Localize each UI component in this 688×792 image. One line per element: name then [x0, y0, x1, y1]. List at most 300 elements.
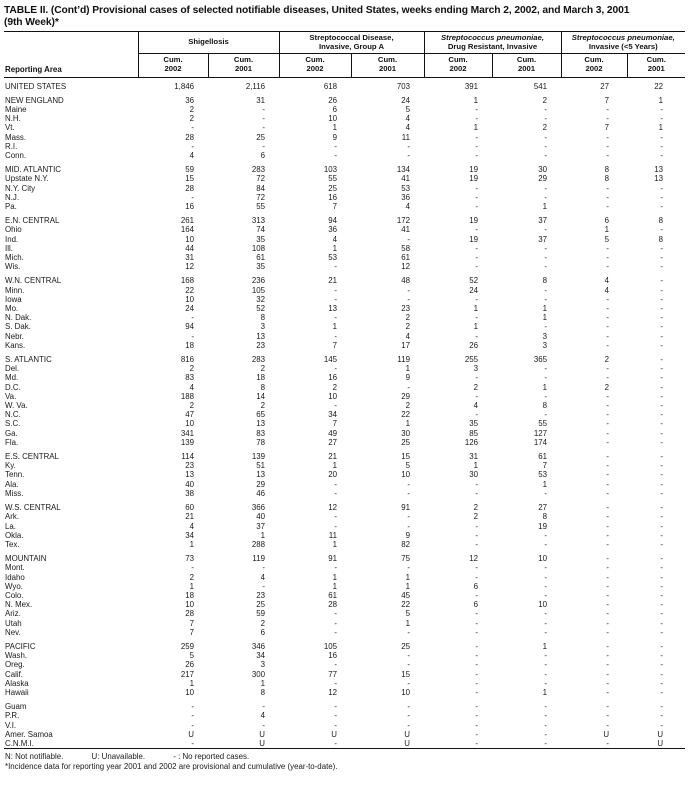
value-cell: -	[660, 114, 664, 124]
table-row	[4, 619, 685, 628]
value-cell: 5	[604, 234, 610, 244]
col-group-label: Streptococcal Disease,	[309, 33, 394, 43]
value-cell: -	[475, 479, 478, 489]
value-cell: 119	[252, 554, 265, 564]
value-cell: 7	[332, 419, 337, 429]
reporting-area-cell: Guam	[5, 702, 27, 712]
value-cell: -	[191, 711, 194, 721]
value-cell: 126	[464, 437, 478, 447]
subheader-cum-2002: Cum. 2002	[138, 54, 208, 77]
value-cell: -	[544, 114, 548, 124]
table-row	[4, 739, 685, 749]
reporting-area-cell: La.	[5, 521, 16, 531]
value-cell: -	[606, 253, 610, 263]
subheader-cum-2002: Cum. 2002	[424, 54, 492, 77]
value-cell: 2	[260, 401, 265, 411]
table-row	[4, 235, 685, 244]
value-cell: 703	[396, 81, 410, 91]
reporting-area-cell: Minn.	[5, 285, 25, 295]
reporting-area-cell: Ind.	[5, 234, 19, 244]
value-cell: -	[660, 202, 664, 211]
value-cell: -	[262, 114, 265, 124]
reporting-area-cell: N.C.	[5, 410, 21, 420]
reporting-area-cell: Fla.	[5, 437, 19, 447]
value-cell: -	[606, 114, 610, 124]
value-cell: -	[475, 738, 478, 748]
value-cell: -	[334, 711, 337, 721]
value-cell: -	[334, 512, 337, 522]
value-cell: 1	[260, 530, 265, 540]
table-row	[4, 429, 685, 438]
value-cell: 1	[405, 572, 410, 582]
value-cell: 4	[405, 123, 410, 133]
value-cell: -	[544, 132, 548, 142]
value-cell: 4	[604, 285, 610, 295]
value-cell: -	[606, 331, 610, 341]
reporting-area-cell: Ala.	[5, 479, 19, 489]
value-cell: 25	[401, 437, 410, 447]
table-row	[4, 364, 685, 373]
value-cell: -	[334, 660, 337, 670]
value-cell: 9	[405, 530, 410, 540]
table-row	[4, 322, 685, 331]
value-cell: 391	[464, 81, 478, 91]
reporting-area-cell: Wyo.	[5, 581, 23, 591]
value-cell: 36	[401, 192, 410, 202]
value-cell: -	[544, 262, 548, 272]
reporting-area-cell: N.Y. City	[5, 183, 36, 193]
value-cell: -	[334, 738, 337, 748]
table-row	[4, 419, 685, 428]
value-cell: 1	[405, 419, 410, 429]
col-group-label: Invasive, Group A	[318, 41, 385, 51]
value-cell: 3	[260, 660, 265, 670]
table-row	[4, 480, 685, 489]
value-cell: -	[660, 563, 664, 573]
value-cell: 2	[473, 503, 478, 513]
value-cell: 27	[538, 503, 548, 513]
value-cell: 83	[256, 428, 265, 438]
value-cell: -	[660, 304, 664, 314]
footnotes	[4, 752, 685, 771]
value-cell: 34	[328, 410, 337, 420]
value-cell: 2	[405, 401, 410, 411]
reporting-area-cell: NEW ENGLAND	[5, 95, 64, 105]
reporting-area-cell: E.S. CENTRAL	[5, 452, 59, 462]
value-cell: 6	[260, 627, 265, 637]
col-group-strep-pneumoniae-drug-resistant	[424, 32, 561, 54]
value-cell: -	[660, 410, 664, 420]
reporting-area-cell: Colo.	[5, 590, 24, 600]
reporting-area-cell: S. Dak.	[5, 322, 31, 332]
value-cell: -	[606, 294, 610, 304]
value-cell: 4	[189, 521, 194, 531]
value-cell: -	[606, 503, 610, 513]
value-cell: 27	[600, 81, 610, 91]
value-cell: -	[606, 183, 610, 193]
value-cell: 1	[604, 225, 610, 235]
table-row	[4, 688, 685, 697]
reporting-area-cell: Tex.	[5, 539, 20, 549]
value-cell: 2	[260, 618, 265, 628]
value-cell: -	[606, 711, 610, 721]
value-cell: -	[544, 563, 548, 573]
value-cell: -	[606, 512, 610, 522]
value-cell: 21	[328, 452, 337, 462]
value-cell: -	[334, 521, 337, 531]
value-cell: -	[334, 262, 337, 272]
value-cell: -	[407, 651, 410, 661]
value-cell: 25	[401, 641, 410, 651]
table-row	[4, 609, 685, 618]
value-cell: -	[660, 600, 664, 610]
value-cell: -	[544, 720, 548, 730]
value-cell: -	[334, 150, 337, 160]
value-cell: 1	[260, 678, 265, 688]
subheader-cum-2002: Cum. 2002	[561, 54, 627, 77]
value-cell: -	[606, 669, 610, 679]
value-cell: -	[191, 123, 194, 133]
value-cell: -	[606, 437, 610, 447]
reporting-area-cell: Md.	[5, 373, 19, 383]
value-cell: 1	[473, 123, 478, 133]
value-cell: -	[606, 243, 610, 253]
value-cell: 1	[405, 581, 410, 591]
table-row	[4, 679, 685, 688]
value-cell: -	[191, 720, 194, 730]
reporting-area-cell: N. Dak.	[5, 313, 32, 323]
value-cell: -	[544, 618, 548, 628]
footnote-legend	[5, 752, 685, 762]
table-row	[4, 651, 685, 660]
value-cell: -	[544, 322, 548, 332]
value-cell: -	[475, 410, 478, 420]
value-cell: 7	[189, 627, 194, 637]
value-cell: 236	[251, 276, 265, 286]
value-cell: 24	[401, 95, 410, 105]
value-cell: 29	[538, 174, 548, 184]
value-cell: 12	[328, 503, 337, 513]
value-cell: -	[475, 618, 478, 628]
value-cell: -	[660, 720, 664, 730]
value-cell: 36	[185, 95, 194, 105]
value-cell: 55	[538, 419, 548, 429]
value-cell: -	[544, 702, 548, 712]
value-cell: -	[544, 609, 548, 619]
value-cell: -	[660, 687, 664, 697]
value-cell: 2	[473, 512, 478, 522]
value-cell: -	[660, 437, 664, 447]
value-cell: -	[544, 104, 548, 114]
value-cell: 134	[396, 165, 410, 175]
value-cell: 2	[542, 95, 548, 105]
value-cell: -	[660, 678, 664, 688]
value-cell: -	[334, 331, 337, 341]
value-cell: -	[660, 554, 664, 564]
value-cell: -	[660, 322, 664, 332]
value-cell: 48	[401, 276, 410, 286]
value-cell: 1	[473, 322, 478, 332]
value-cell: 77	[328, 669, 337, 679]
value-cell: 26	[185, 660, 194, 670]
table-row	[4, 522, 685, 531]
value-cell: -	[475, 114, 478, 124]
reporting-area-cell: P.R.	[5, 711, 20, 721]
value-cell: 52	[469, 276, 478, 286]
value-cell: 2	[189, 364, 194, 374]
value-cell: 618	[323, 81, 337, 91]
value-cell: 127	[533, 428, 548, 438]
value-cell: 19	[538, 521, 548, 531]
value-cell: 6	[260, 150, 265, 160]
value-cell: 38	[185, 488, 194, 498]
table-row	[4, 276, 685, 285]
value-cell: U	[259, 729, 265, 739]
reporting-area-cell: Nebr.	[5, 331, 24, 341]
value-cell: -	[660, 521, 664, 531]
value-cell: 28	[328, 600, 337, 610]
value-cell: 1	[332, 572, 337, 582]
value-cell: 44	[185, 243, 194, 253]
value-cell: -	[191, 141, 194, 151]
reporting-area-cell: Idaho	[5, 572, 25, 582]
value-cell: 11	[328, 530, 337, 540]
reporting-area-cell: Tenn.	[5, 470, 25, 480]
value-cell: 24	[469, 285, 478, 295]
reporting-area-cell: Nev.	[5, 627, 21, 637]
value-cell: -	[407, 678, 410, 688]
value-cell: -	[606, 738, 610, 748]
value-cell: -	[544, 192, 548, 202]
value-cell: 28	[185, 609, 194, 619]
value-cell: U	[259, 738, 265, 748]
reporting-area-cell: S. ATLANTIC	[5, 355, 52, 365]
table-row	[4, 461, 685, 470]
value-cell: 1	[542, 687, 548, 697]
reporting-area-cell: Wash.	[5, 651, 28, 661]
value-cell: 1	[332, 322, 337, 332]
value-cell: -	[660, 382, 664, 392]
table-row	[4, 438, 685, 447]
value-cell: -	[262, 123, 265, 133]
value-cell: -	[606, 373, 610, 383]
value-cell: -	[606, 600, 610, 610]
value-cell: -	[475, 702, 478, 712]
value-cell: -	[660, 141, 664, 151]
value-cell: -	[475, 192, 478, 202]
value-cell: 341	[180, 428, 194, 438]
value-cell: -	[606, 627, 610, 637]
value-cell: 15	[185, 174, 194, 184]
col-group-label: Streptococcus pneumoniae,	[571, 33, 675, 43]
value-cell: 2	[189, 104, 194, 114]
value-cell: 59	[185, 165, 194, 175]
value-cell: 346	[251, 641, 265, 651]
value-cell: -	[407, 512, 410, 522]
table-row	[4, 711, 685, 720]
value-cell: 12	[185, 262, 194, 272]
value-cell: -	[191, 192, 194, 202]
value-cell: 168	[180, 276, 194, 286]
value-cell: -	[606, 572, 610, 582]
value-cell: -	[544, 225, 548, 235]
value-cell: -	[544, 373, 548, 383]
table-row	[4, 573, 685, 582]
value-cell: 4	[189, 382, 194, 392]
value-cell: 1	[189, 539, 194, 549]
reporting-area-cell: Utah	[5, 618, 22, 628]
value-cell: -	[262, 141, 265, 151]
value-cell: 6	[332, 104, 337, 114]
value-cell: 22	[654, 81, 664, 91]
value-cell: 55	[256, 202, 265, 211]
value-cell: 8	[260, 687, 265, 697]
col-group-label: Shigellosis	[188, 37, 229, 47]
value-cell: -	[475, 660, 478, 670]
value-cell: 5	[405, 461, 410, 471]
table-row	[4, 702, 685, 711]
table-row	[4, 582, 685, 591]
value-cell: 2,116	[245, 81, 265, 91]
col-group-label: Drug Resistant, Invasive	[447, 41, 538, 51]
value-cell: -	[606, 470, 610, 480]
value-cell: 91	[401, 503, 410, 513]
value-cell: 4	[332, 234, 337, 244]
value-cell: -	[191, 702, 194, 712]
value-cell: 78	[256, 437, 265, 447]
value-cell: -	[475, 641, 478, 651]
value-cell: -	[475, 729, 478, 739]
value-cell: -	[475, 678, 478, 688]
value-cell: -	[191, 738, 194, 748]
value-cell: -	[544, 651, 548, 661]
value-cell: 12	[328, 687, 337, 697]
value-cell: -	[660, 503, 664, 513]
value-cell: -	[544, 285, 548, 295]
value-cell: -	[475, 651, 478, 661]
value-cell: 26	[328, 95, 337, 105]
value-cell: -	[606, 660, 610, 670]
value-cell: 47	[185, 410, 194, 420]
value-cell: 16	[328, 651, 337, 661]
col-group-label: Streptococcus pneumoniae,	[441, 33, 544, 43]
subheader-cum-2001: Cum. 2001	[351, 54, 424, 77]
value-cell: 261	[180, 216, 194, 226]
value-cell: -	[606, 410, 610, 420]
value-cell: 53	[328, 253, 337, 263]
value-cell: 1	[473, 95, 478, 105]
table-row	[4, 262, 685, 271]
value-cell: -	[660, 590, 664, 600]
value-cell: -	[660, 225, 664, 235]
value-cell: -	[606, 521, 610, 531]
table-title-line1: TABLE II. (Cont’d) Provisional cases of selected notifiable diseases, United States, weeks ending March 2, 2002, and March 3, 2001	[4, 5, 630, 16]
value-cell: -	[334, 479, 337, 489]
value-cell: 13	[256, 470, 265, 480]
value-cell: 3	[260, 322, 265, 332]
table-row	[4, 133, 685, 142]
value-cell: 164	[180, 225, 194, 235]
value-cell: -	[606, 304, 610, 314]
reporting-area-cell: Conn.	[5, 150, 27, 160]
value-cell: 2	[189, 401, 194, 411]
value-cell: 21	[185, 512, 194, 522]
value-cell: -	[475, 202, 478, 211]
value-cell: -	[334, 364, 337, 374]
reporting-area-cell: Hawaii	[5, 687, 29, 697]
value-cell: -	[660, 132, 664, 142]
reporting-area-cell: W. Va.	[5, 401, 28, 411]
table-row	[4, 253, 685, 262]
table-row	[4, 142, 685, 151]
value-cell: 13	[185, 470, 194, 480]
table-row	[4, 373, 685, 382]
value-cell: -	[606, 641, 610, 651]
value-cell: 4	[260, 711, 265, 721]
value-cell: -	[475, 627, 478, 637]
value-cell: 10	[328, 391, 337, 401]
table-row	[4, 540, 685, 549]
reporting-area-cell: N.H.	[5, 114, 21, 124]
value-cell: -	[191, 313, 194, 323]
value-cell: 3	[542, 340, 548, 350]
value-cell: -	[660, 627, 664, 637]
reporting-area-cell: N.J.	[5, 192, 20, 202]
value-cell: 94	[185, 322, 194, 332]
value-cell: 300	[251, 669, 265, 679]
reporting-area-cell: Kans.	[5, 340, 26, 350]
value-cell: -	[475, 243, 478, 253]
value-cell: 30	[401, 428, 410, 438]
value-cell: 61	[256, 253, 265, 263]
value-cell: -	[660, 470, 664, 480]
table-row	[4, 123, 685, 132]
table-row	[4, 193, 685, 202]
value-cell: -	[660, 276, 664, 286]
table-row	[4, 313, 685, 322]
notifiable-diseases-table	[4, 31, 685, 749]
value-cell: -	[544, 141, 548, 151]
table-row	[4, 410, 685, 419]
value-cell: -	[606, 141, 610, 151]
value-cell: -	[660, 479, 664, 489]
value-cell: 6	[604, 216, 610, 226]
table-row	[4, 503, 685, 512]
value-cell: -	[544, 539, 548, 549]
value-cell: 10	[185, 687, 194, 697]
value-cell: 2	[332, 382, 337, 392]
reporting-area-cell: Mo.	[5, 304, 19, 314]
value-cell: 1	[542, 382, 548, 392]
value-cell: 5	[405, 609, 410, 619]
value-cell: 2	[260, 364, 265, 374]
value-cell: 72	[256, 174, 265, 184]
value-cell: -	[660, 651, 664, 661]
value-cell: -	[660, 488, 664, 498]
reporting-area-cell: Del.	[5, 364, 20, 374]
value-cell: 34	[185, 530, 194, 540]
value-cell: -	[606, 428, 610, 438]
value-cell: 20	[328, 470, 337, 480]
value-cell: 4	[405, 202, 410, 211]
value-cell: -	[606, 530, 610, 540]
value-cell: 21	[328, 276, 337, 286]
value-cell: -	[475, 373, 478, 383]
value-cell: 61	[328, 590, 337, 600]
value-cell: -	[262, 104, 265, 114]
value-cell: 2	[604, 382, 610, 392]
table-row	[4, 470, 685, 479]
